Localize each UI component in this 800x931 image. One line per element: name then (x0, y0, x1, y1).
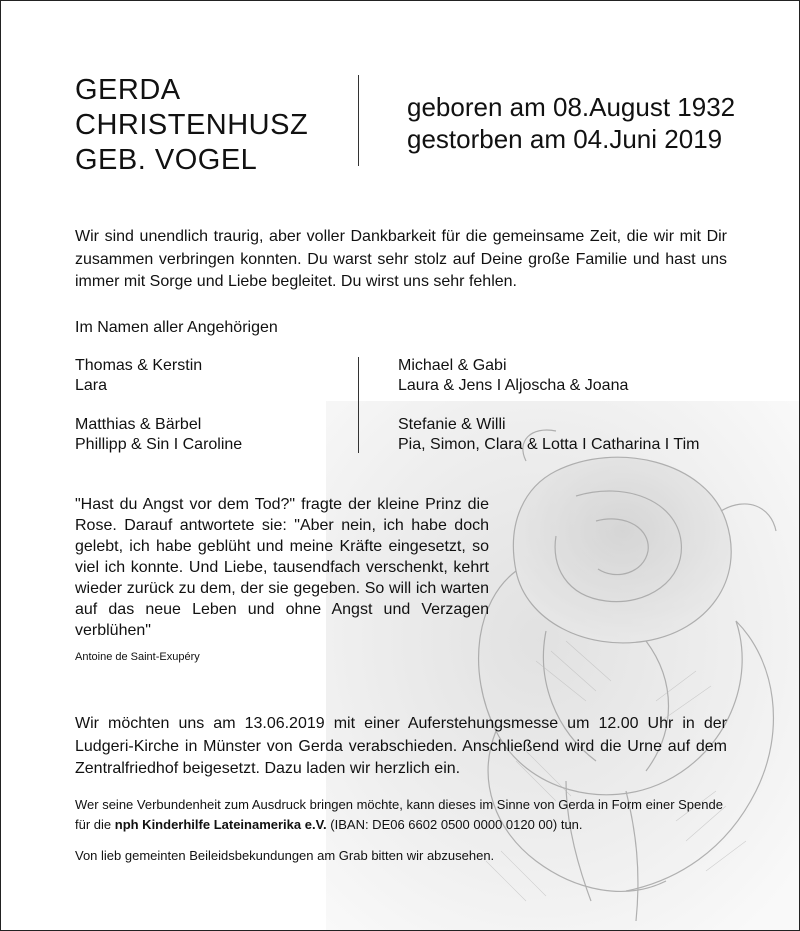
deceased-name (75, 73, 308, 178)
donation-intro: Wer seine Verbundenheit zum Ausdruck bringen möchte, kann dieses im Sinne von Gerda in Form einer Spende für die (75, 797, 723, 832)
family-group-stefanie (398, 415, 699, 455)
name-line-2: CHRISTENHUSZ (75, 109, 309, 141)
header-divider (358, 75, 359, 166)
donation-text (75, 795, 727, 835)
death-date: gestorben am 04.Juni 2019 (407, 124, 723, 154)
family-parents: Thomas & Kerstin (75, 357, 203, 374)
family-group-matthias (75, 415, 242, 455)
family-children: Phillipp & Sin I Caroline (75, 436, 243, 453)
quote-text: "Hast du Angst vor dem Tod?" fragte der kleine Prinz die Rose. Darauf antwortete sie: "Aber nein, ich habe doch gelebt, ich habe geblüht und meine Kräfte eingesetzt, so viel ich konnte. Und Liebe, tausendfach verschenkt, kehrt wieder zurück zu dem, der sie gegeben. So will ich warten auf das neue Leben und ohne Angst und Verzagen verblühen" (75, 496, 489, 639)
family-parents: Stefanie & Willi (398, 416, 506, 433)
donation-iban: (IBAN: DE06 6602 0500 0000 0120 00) tun. (326, 817, 583, 832)
donation-organization: nph Kinderhilfe Lateinamerika e.V. (114, 817, 327, 832)
name-line-3: GEB. VOGEL (75, 144, 258, 176)
on-behalf-text: Im Namen aller Angehörigen (75, 319, 278, 336)
quote-author: Antoine de Saint-Exupéry (75, 651, 200, 663)
family-children: Lara (75, 377, 108, 394)
closing-note: Von lieb gemeinten Beileidsbekundungen am Grab bitten wir abzusehen. (75, 848, 495, 863)
name-line-1: GERDA (75, 74, 181, 106)
family-children: Laura & Jens I Aljoscha & Joana (398, 377, 629, 394)
family-parents: Matthias & Bärbel (75, 416, 202, 433)
family-group-thomas (75, 356, 202, 396)
family-group-michael (398, 356, 628, 396)
family-children: Pia, Simon, Clara & Lotta I Catharina I Tim (398, 436, 700, 453)
intro-text: Wir sind unendlich traurig, aber voller Dankbarkeit für die gemeinsame Zeit, die wir mit Dir zusammen verbringen konnten. Du warst sehr stolz auf Deine große Familie und hast uns immer mit Sorge und Liebe begleitet. Du wirst uns sehr fehlen. (75, 228, 727, 290)
service-announcement: Wir möchten uns am 13.06.2019 mit einer Auferstehungsmesse um 12.00 Uhr in der Ludgeri-Kirche in Münster von Gerda verabschieden. Anschließend wird die Urne auf dem Zentralfriedhof beigesetzt. Dazu laden wir herzlich ein. (75, 715, 727, 777)
life-dates (407, 91, 735, 155)
birth-date: geboren am 08.August 1932 (407, 92, 736, 122)
family-parents: Michael & Gabi (398, 357, 507, 374)
family-divider (358, 357, 359, 453)
